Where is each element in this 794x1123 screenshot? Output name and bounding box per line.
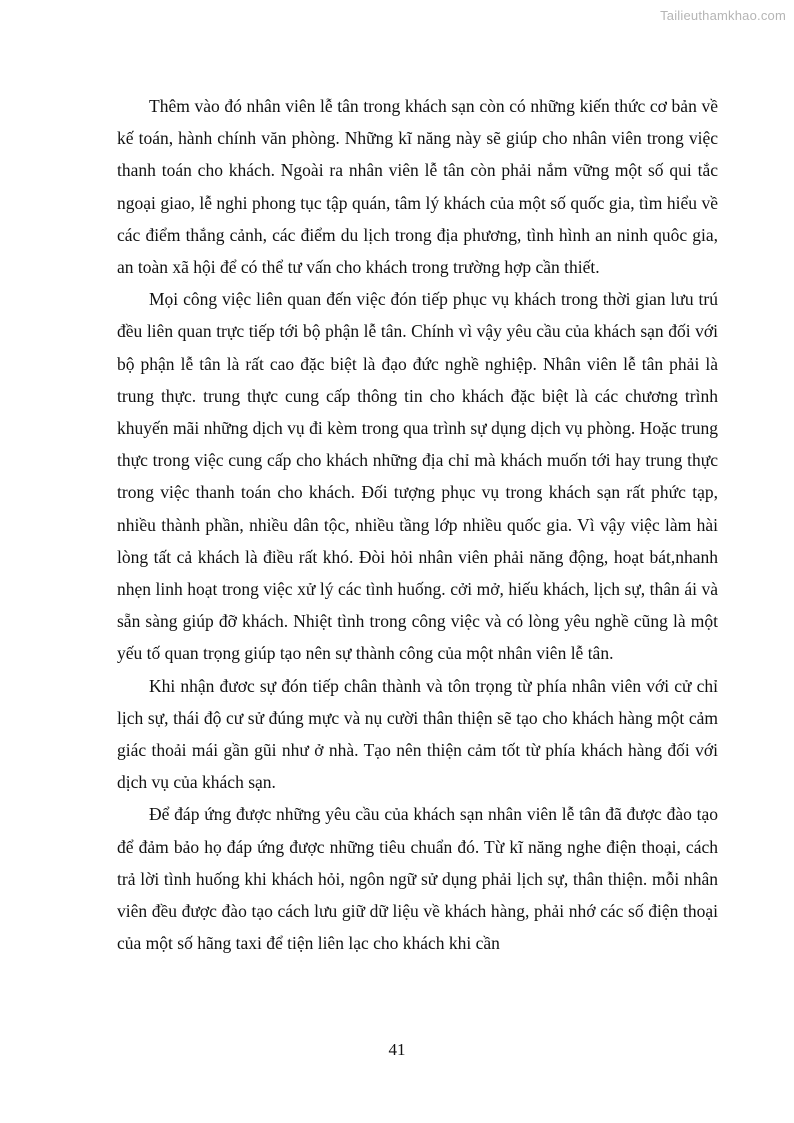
paragraph-4: Để đáp ứng được những yêu cầu của khách sạn nhân viên lễ tân đã được đào tạo để đảm bảo họ đáp ứng được những tiêu chuẩn đó. Từ kĩ năng nghe điện thoại, cách trả lời tình huống khi khách hỏi, ngôn ngữ sử dụng phải lịch sự, thân thiện. mỗi nhân viên đều được đào tạo cách lưu giữ dữ liệu về khách hàng, phải nhớ các số điện thoại của một số hãng taxi để tiện liên lạc cho khách khi cần (117, 804, 718, 954)
paragraph-2: Mọi công việc liên quan đến việc đón tiếp phục vụ khách trong thời gian lưu trú đều liên quan trực tiếp tới bộ phận lễ tân. Chính vì vậy yêu cầu của khách sạn đối với bộ phận lễ tân là rất cao đặc biệt là đạo đức nghề nghiệp. Nhân viên lễ tân phải là trung thực. trung thực cung cấp thông tin cho khách đặc biệt là các chương trình khuyến mãi những dịch vụ đi kèm trong qua trình sự dụng dịch vụ phòng. Hoặc trung thực trong việc cung cấp cho khách những địa chỉ mà khách muốn tới hay trung thực trong việc thanh toán cho khách. Đối tượng phục vụ trong khách sạn rất phức tạp, nhiều thành phần, nhiều dân tộc, nhiều tầng lớp nhiều quốc gia. Vì vậy việc làm hài lòng tất cả khách là điều rất khó. Đòi hỏi nhân viên phải năng động, hoạt bát,nhanh nhẹn linh hoạt trong việc xử lý các tình huống. cởi mở, hiếu khách, lịch sự, thân ái và sẵn sàng giúp đỡ khách. Nhiệt tình trong công việc và có lòng yêu nghề cũng là một yếu tố quan trọng giúp tạo nên sự thành công của một nhân viên lễ tân. (117, 289, 718, 664)
paragraph-1: Thêm vào đó nhân viên lễ tân trong khách sạn còn có những kiến thức cơ bản về kế toán, hành chính văn phòng. Những kĩ năng này sẽ giúp cho nhân viên trong việc thanh toán cho khách. Ngoài ra nhân viên lễ tân còn phải nắm vững một số qui tắc ngoại giao, lễ nghi phong tục tập quán, tâm lý khách của một số quốc gia, tìm hiểu về các điểm thắng cảnh, các điểm du lịch trong địa phương, tình hình an ninh quôc gia, an toàn xã hội để có thể tư vấn cho khách trong trường hợp cần thiết. (117, 96, 718, 278)
paragraph-3: Khi nhận đươc sự đón tiếp chân thành và tôn trọng từ phía nhân viên với cử chỉ lịch sự, thái độ cư sử đúng mực và nụ cười thân thiện sẽ tạo cho khách hàng một cảm giác thoải mái gần gũi như ở nhà. Tạo nên thiện cảm tốt từ phía khách hàng đối với dịch vụ của khách sạn. (117, 675, 718, 793)
watermark-text: Tailieuthamkhao.com (660, 8, 786, 23)
document-body (117, 90, 718, 959)
page-number: 41 (388, 1040, 406, 1059)
